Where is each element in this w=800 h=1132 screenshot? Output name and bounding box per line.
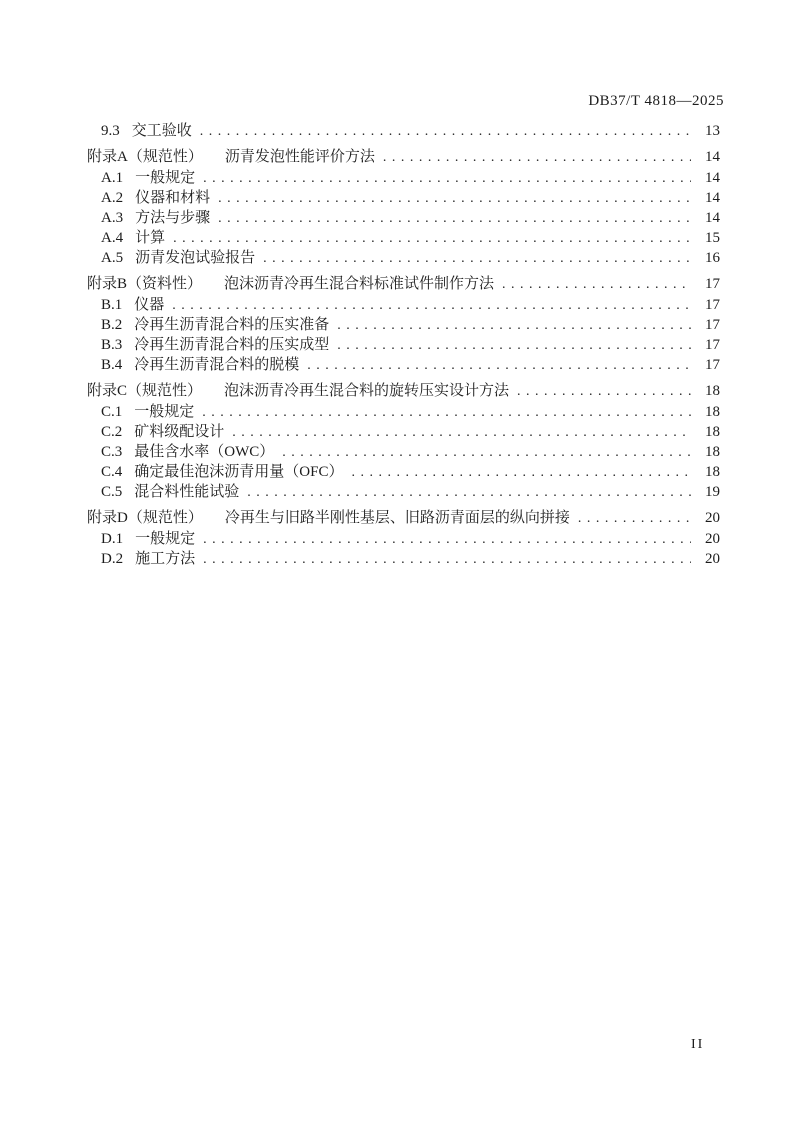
toc-entry-page: 15 (705, 230, 720, 246)
toc-entry-title: 一般规定 (134, 404, 195, 420)
toc-entry-page: 17 (705, 317, 720, 333)
toc-entry-title: 冷再生与旧路半刚性基层、旧路沥青面层的纵向拼接 (224, 510, 570, 526)
toc-entry (87, 355, 720, 375)
toc-entry-page: 20 (705, 551, 720, 567)
toc-entry-number: B.4 (101, 357, 123, 373)
dot-leader (200, 122, 691, 142)
toc-entry-page: 17 (705, 297, 720, 313)
toc-entry (87, 228, 720, 248)
dot-leader (172, 296, 691, 316)
toc-entry (87, 274, 720, 294)
toc-entry-page: 16 (705, 250, 720, 266)
toc-entry-number: B.3 (101, 337, 123, 353)
toc-entry-number: A.3 (101, 210, 124, 226)
toc-entry-title: 交工验收 (131, 123, 192, 139)
toc-entry-page: 14 (705, 149, 720, 165)
toc-entry (87, 168, 720, 188)
dot-leader (173, 229, 691, 249)
toc-entry (87, 381, 720, 401)
toc-entry-number: B.2 (101, 317, 123, 333)
toc-entry-page: 19 (705, 484, 720, 500)
toc-entry-page: 18 (705, 464, 720, 480)
toc-entry-title: 施工方法 (135, 551, 196, 567)
standard-number: DB37/T 4818—2025 (588, 93, 724, 109)
toc-entry-number: D.2 (101, 551, 124, 567)
toc-entry-page: 20 (705, 510, 720, 526)
toc-entry-number: C.5 (101, 484, 123, 500)
dot-leader (218, 189, 691, 209)
toc-entry-number: B.1 (101, 297, 123, 313)
toc-entry-number: C.2 (101, 424, 123, 440)
dot-leader (202, 403, 691, 423)
dot-leader (383, 148, 691, 168)
toc-entry (87, 442, 720, 462)
dot-leader (218, 209, 691, 229)
dot-leader (307, 356, 691, 376)
toc-entry-page: 14 (705, 170, 720, 186)
toc-entry-number: 附录A（规范性） (87, 149, 203, 165)
dot-leader (203, 169, 691, 189)
table-of-contents (87, 121, 720, 569)
toc-entry-number: D.1 (101, 531, 124, 547)
toc-entry-title: 冷再生沥青混合料的压实准备 (134, 317, 330, 333)
dot-leader (337, 316, 691, 336)
footer-page-number: II (691, 1037, 705, 1052)
toc-entry-title: 混合料性能试验 (134, 484, 240, 500)
toc-entry-title: 矿料级配设计 (134, 424, 225, 440)
toc-entry-page: 14 (705, 210, 720, 226)
toc-entry-title: 沥青发泡试验报告 (135, 250, 256, 266)
toc-entry-number: 附录D（规范性） (87, 510, 203, 526)
dot-leader (232, 423, 691, 443)
toc-entry-title: 冷再生沥青混合料的脱模 (134, 357, 300, 373)
toc-entry-title: 泡沫沥青冷再生混合料标准试件制作方法 (224, 276, 495, 292)
toc-entry (87, 422, 720, 442)
toc-entry-number: 附录C（规范性） (87, 383, 203, 399)
toc-entry-title: 一般规定 (135, 170, 196, 186)
toc-entry-title: 方法与步骤 (135, 210, 211, 226)
toc-entry-title: 计算 (135, 230, 166, 246)
toc-entry-title: 仪器和材料 (135, 190, 211, 206)
toc-entry-number: A.2 (101, 190, 124, 206)
toc-entry (87, 482, 720, 502)
toc-entry (87, 208, 720, 228)
toc-entry (87, 549, 720, 569)
toc-entry (87, 335, 720, 355)
toc-entry-number: A.4 (101, 230, 124, 246)
dot-leader (263, 249, 691, 269)
toc-entry-page: 17 (705, 276, 720, 292)
toc-entry-page: 17 (705, 357, 720, 373)
dot-leader (502, 275, 691, 295)
dot-leader (282, 443, 691, 463)
toc-entry-number: 9.3 (101, 123, 120, 139)
dot-leader (578, 509, 691, 529)
toc-entry-page: 18 (705, 383, 720, 399)
toc-entry-number: C.3 (101, 444, 123, 460)
dot-leader (337, 336, 691, 356)
dot-leader (203, 550, 691, 570)
toc-entry-page: 18 (705, 404, 720, 420)
toc-entry (87, 402, 720, 422)
toc-entry-title: 确定最佳泡沫沥青用量（OFC） (134, 464, 344, 480)
toc-entry-number: A.1 (101, 170, 124, 186)
toc-entry (87, 508, 720, 528)
toc-entry (87, 295, 720, 315)
dot-leader (203, 530, 691, 550)
toc-entry-page: 18 (705, 444, 720, 460)
toc-entry-number: C.1 (101, 404, 123, 420)
toc-entry (87, 121, 720, 141)
toc-entry (87, 529, 720, 549)
toc-entry-page: 20 (705, 531, 720, 547)
toc-entry-number: C.4 (101, 464, 123, 480)
toc-entry-page: 17 (705, 337, 720, 353)
toc-entry-title: 沥青发泡性能评价方法 (224, 149, 375, 165)
toc-entry-page: 18 (705, 424, 720, 440)
toc-entry-title: 仪器 (134, 297, 165, 313)
toc-entry-title: 冷再生沥青混合料的压实成型 (134, 337, 330, 353)
toc-entry-title: 最佳含水率（OWC） (134, 444, 275, 460)
toc-entry (87, 188, 720, 208)
dot-leader (247, 483, 691, 503)
toc-entry (87, 315, 720, 335)
toc-entry-title: 一般规定 (135, 531, 196, 547)
toc-entry-title: 泡沫沥青冷再生混合料的旋转压实设计方法 (224, 383, 510, 399)
toc-entry-page: 14 (705, 190, 720, 206)
dot-leader (517, 382, 691, 402)
toc-entry-page: 13 (705, 123, 720, 139)
toc-entry (87, 147, 720, 167)
toc-entry-number: 附录B（资料性） (87, 276, 203, 292)
toc-entry (87, 248, 720, 268)
dot-leader (351, 463, 691, 483)
toc-entry (87, 462, 720, 482)
toc-entry-number: A.5 (101, 250, 124, 266)
